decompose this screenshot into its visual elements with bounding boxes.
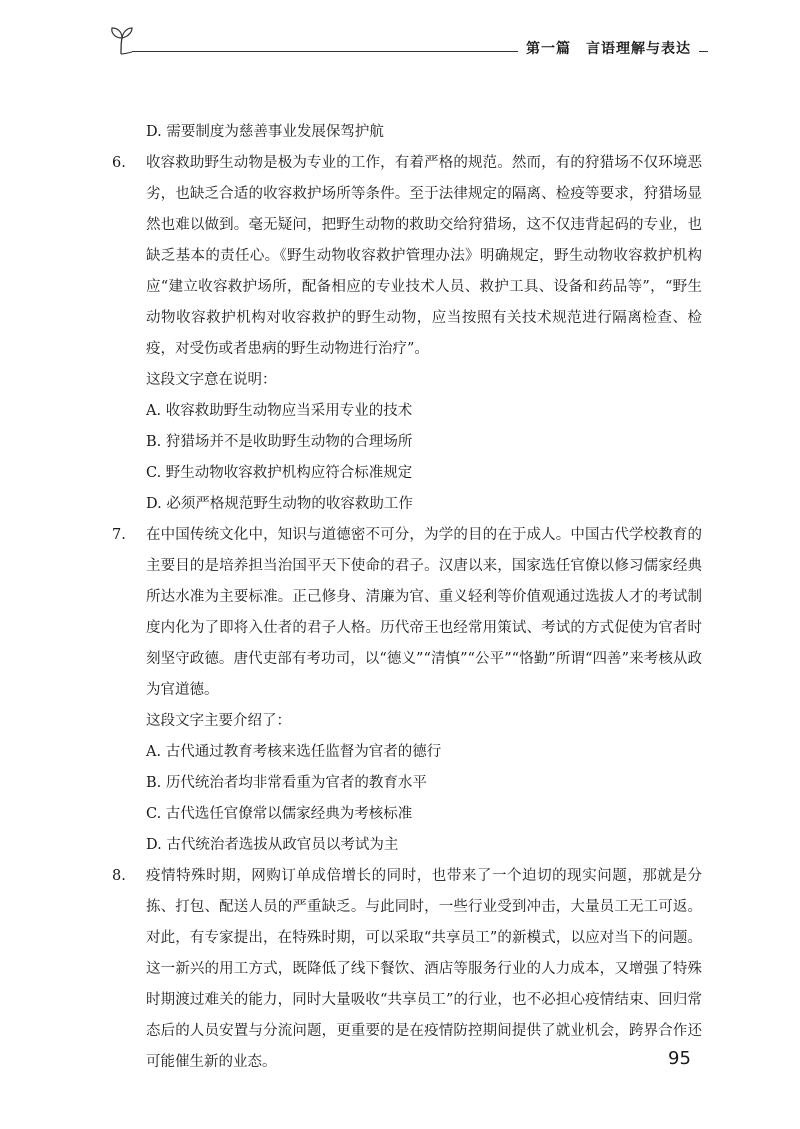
option-a: A. 收容救助野生动物应当采用专业的技术 bbox=[146, 403, 413, 419]
question-7 bbox=[112, 520, 702, 706]
header-title: 第一篇 言语理解与表达 bbox=[518, 38, 699, 58]
page-header bbox=[108, 24, 708, 64]
question-number: 6. bbox=[112, 155, 126, 171]
question-number: 7. bbox=[112, 527, 126, 543]
question-text: 在中国传统文化中，知识与道德密不可分，为学的目的在于成人。中国古代学校教育的主要目的是培养担当治国平天下使命的君子。汉唐以来，国家选任官僚以修习儒家经典所达水准为主要标准。正己修身、清廉为官、重义轻利等价值观通过选拔人才的考试制度内化为了即将入仕者的君子人格。历代帝王也经常用策试、考试的方式促使为官者时刻坚守政德。唐代吏部有考功司，以“德义”“清慎”“公平”“恪勤”所谓“四善”来考核从政为官道德。 bbox=[146, 527, 702, 698]
question-prompt: 这段文字主要介绍了： bbox=[146, 713, 291, 729]
page-content bbox=[112, 117, 702, 1078]
option-c: C. 古代选任官僚常以儒家经典为考核标准 bbox=[146, 806, 413, 822]
option-c: C. 野生动物收容救护机构应符合标准规定 bbox=[146, 465, 413, 481]
question-number: 8. bbox=[112, 868, 126, 884]
previous-option-d: D. 需要制度为慈善事业发展保驾护航 bbox=[146, 124, 384, 140]
sprout-icon bbox=[108, 24, 138, 58]
question-6 bbox=[112, 148, 702, 365]
option-b: B. 历代统治者均非常看重为官者的教育水平 bbox=[146, 775, 427, 791]
option-b: B. 狩猎场并不是收助野生动物的合理场所 bbox=[146, 434, 413, 450]
question-8 bbox=[112, 861, 702, 1078]
page-number: 95 bbox=[668, 1048, 691, 1069]
question-prompt: 这段文字意在说明： bbox=[146, 372, 277, 388]
question-text: 收容救助野生动物是极为专业的工作，有着严格的规范。然而，有的狩猎场不仅环境恶劣，也缺乏合适的收容救护场所等条件。至于法律规定的隔离、检疫等要求，狩猎场显然也难以做到。毫无疑问，把野生动物的救助交给狩猎场，这不仅违背起码的专业，也缺乏基本的责任心。《野生动物收容救护管理办法》明确规定，野生动物收容救护机构应“建立收容救护场所，配备相应的专业技术人员、救护工具、设备和药品等”，“野生动物收容救护机构对收容救护的野生动物，应当按照有关技术规范进行隔离检查、检疫，对受伤或者患病的野生动物进行治疗”。 bbox=[146, 155, 702, 357]
question-text: 疫情特殊时期，网购订单成倍增长的同时，也带来了一个迫切的现实问题，那就是分拣、打包、配送人员的严重缺乏。与此同时，一些行业受到冲击，大量员工无工可返。对此，有专家提出，在特殊时期，可以采取“共享员工”的新模式，以应对当下的问题。这一新兴的用工方式，既降低了线下餐饮、酒店等服务行业的人力成本，又增强了特殊时期渡过难关的能力，同时大量吸收“共享员工”的行业，也不必担心疫情结束、回归常态后的人员安置与分流问题，更重要的是在疫情防控期间提供了就业机会，跨界合作还可能催生新的业态。 bbox=[146, 868, 702, 1070]
option-a: A. 古代通过教育考核来选任监督为官者的德行 bbox=[146, 744, 442, 760]
option-d: D. 必须严格规范野生动物的收容救助工作 bbox=[146, 496, 413, 512]
option-d: D. 古代统治者选拔从政官员以考试为主 bbox=[146, 837, 399, 853]
